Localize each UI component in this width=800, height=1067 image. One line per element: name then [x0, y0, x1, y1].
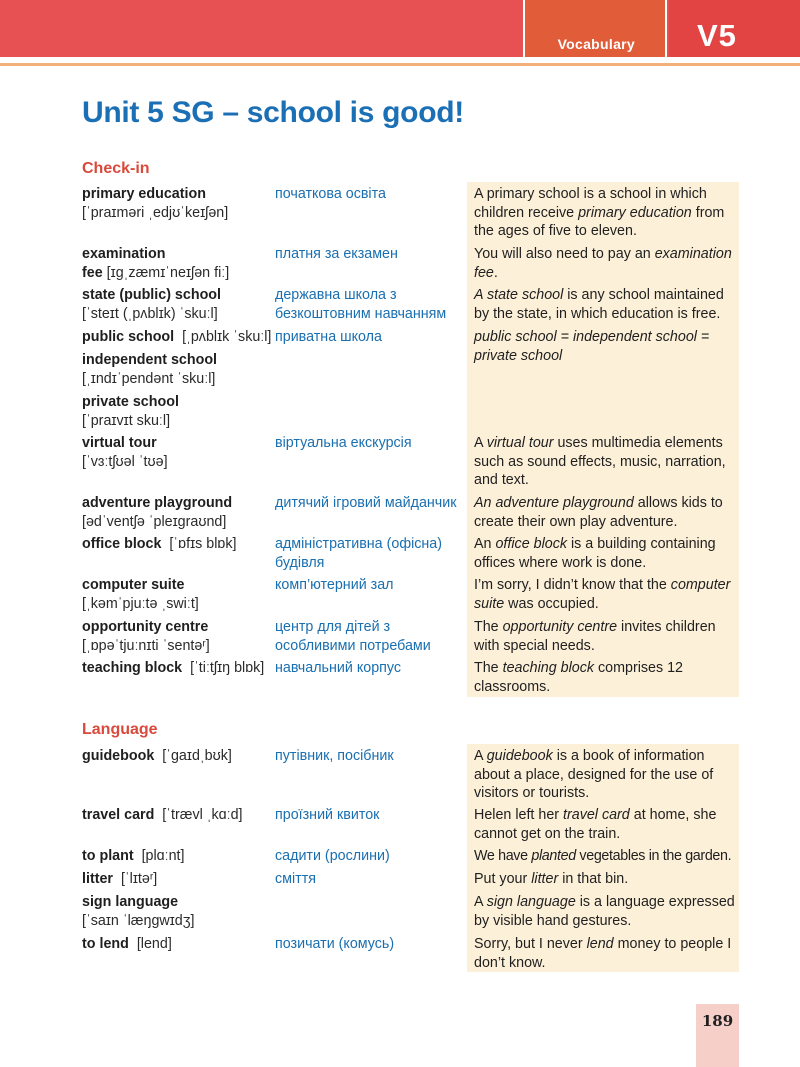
- section-code: V5: [697, 18, 737, 53]
- transcription: [ˈpraɪvɪt skuːl]: [82, 412, 171, 429]
- transcription: [ɪɡˌzæmɪˈneɪʃən fiː]: [106, 264, 230, 281]
- transcription: [ˌɪndɪˈpendənt ˈskuːl]: [82, 370, 216, 387]
- definition: An office block is a building containing offices where work is done.: [474, 536, 716, 571]
- term: litter: [82, 871, 113, 887]
- definition: An adventure playground allows kids to create their own play adventure.: [474, 495, 723, 530]
- translation: безкоштовним навчанням: [275, 305, 447, 322]
- term: private school: [82, 394, 179, 410]
- definition: A guidebook is a book of information about a place, designed for the use of visitors or tourists.: [474, 748, 714, 801]
- term: computer suite: [82, 577, 185, 593]
- transcription: [ˈlɪtəʳ]: [120, 871, 158, 887]
- transcription: [ˈtrævl ˌkɑːd]: [162, 807, 243, 823]
- translation: сміття: [275, 871, 316, 887]
- translation: позичати (комусь): [275, 936, 395, 952]
- definition: A primary school is a school in which children receive primary education from the ages of five to eleven.: [474, 186, 725, 239]
- language-heading: Language: [82, 721, 158, 738]
- definition: public school = independent school = private school: [474, 329, 710, 364]
- definition: Sorry, but I never lend money to people I don’t know.: [474, 936, 732, 971]
- transcription: [ˌɒpəˈtjuːnɪti ˈsentəʳ]: [82, 637, 210, 654]
- term: opportunity centre: [82, 619, 209, 635]
- term: travel card: [82, 807, 155, 823]
- transcription: [lend]: [136, 936, 172, 952]
- term: public school: [82, 329, 175, 345]
- transcription: [ˈtiːtʃɪŋ blɒk]: [190, 660, 265, 676]
- term: primary education: [82, 186, 206, 202]
- translation: проїзний квиток: [275, 807, 380, 823]
- page-number: 189: [701, 1012, 734, 1030]
- translation: садити (рослини): [275, 848, 390, 864]
- definition: I’m sorry, I didn’t know that the computer suite was occupied.: [474, 577, 731, 612]
- translation: дитячий ігровий майданчик: [275, 495, 457, 511]
- translation: початкова освіта: [275, 186, 386, 202]
- translation: віртуальна екскурсія: [275, 435, 412, 451]
- translation: комп’ютерний зал: [275, 577, 394, 593]
- transcription: [ˌkəmˈpjuːtə ˌswiːt]: [82, 595, 199, 612]
- page-number-box: [696, 1004, 739, 1067]
- term: fee: [82, 264, 103, 281]
- term: guidebook: [82, 748, 155, 764]
- translation: адміністративна (офісна): [275, 536, 443, 552]
- translation: платня за екзамен: [275, 246, 398, 262]
- section-tab: [523, 0, 667, 57]
- translation: державна школа з: [275, 287, 397, 303]
- term: virtual tour: [82, 435, 157, 451]
- checkin-heading: Check-in: [82, 160, 150, 177]
- term: office block: [82, 536, 162, 552]
- definition: Put your litter in that bin.: [474, 871, 629, 887]
- section-label: Vocabulary: [557, 36, 635, 52]
- translation: особливими потребами: [275, 637, 431, 654]
- definition: Helen left her travel card at home, she cannot get on the train.: [474, 807, 717, 842]
- term: to lend: [82, 936, 129, 952]
- transcription: [ˈpraɪməri ˌedjʊˈkeɪʃən]: [82, 204, 229, 221]
- term: sign language: [82, 894, 179, 910]
- translation: приватна школа: [275, 329, 382, 345]
- section-code-tab: [669, 0, 800, 57]
- transcription: [ˌpʌblɪk ˈskuːl]: [182, 329, 272, 345]
- definition: We have planted vegetables in the garden.: [474, 848, 732, 864]
- transcription: [plɑːnt]: [141, 848, 185, 864]
- transcription: [ˈɡaɪdˌbʊk]: [162, 748, 232, 764]
- transcription: [ˈvɜːtʃʊəl ˈtʊə]: [82, 453, 168, 470]
- translation: будівля: [275, 554, 325, 571]
- header-rule: [0, 63, 800, 66]
- definition: A virtual tour uses multimedia elements such as sound effects, music, narration, and text.: [474, 435, 726, 488]
- term: state (public) school: [82, 287, 222, 303]
- term: examination: [82, 246, 166, 262]
- transcription: [ˈsteɪt (ˌpʌblɪk) ˈskuːl]: [82, 305, 218, 322]
- definition: A state school is any school maintained by the state, in which education is free.: [474, 287, 724, 322]
- definition: You will also need to pay an examination fee.: [474, 246, 732, 281]
- translation: путівник, посібник: [275, 748, 394, 764]
- page-title: Unit 5 SG – school is good!: [82, 96, 464, 129]
- translation: навчальний корпус: [275, 660, 402, 676]
- definition: The teaching block comprises 12 classrooms.: [474, 660, 684, 695]
- transcription: [ədˈventʃə ˈpleɪɡraʊnd]: [82, 513, 227, 530]
- translation: центр для дітей з: [275, 619, 391, 635]
- term: teaching block: [82, 660, 183, 676]
- definition: A sign language is a language expressed by visible hand gestures.: [474, 894, 735, 929]
- term: independent school: [82, 352, 218, 368]
- transcription: [ˈsaɪn ˈlæŋɡwɪdʒ]: [82, 912, 195, 929]
- term: adventure playground: [82, 495, 233, 511]
- transcription: [ˈɒfɪs blɒk]: [169, 536, 237, 552]
- term: to plant: [82, 848, 134, 864]
- definition: The opportunity centre invites children with special needs.: [474, 619, 716, 654]
